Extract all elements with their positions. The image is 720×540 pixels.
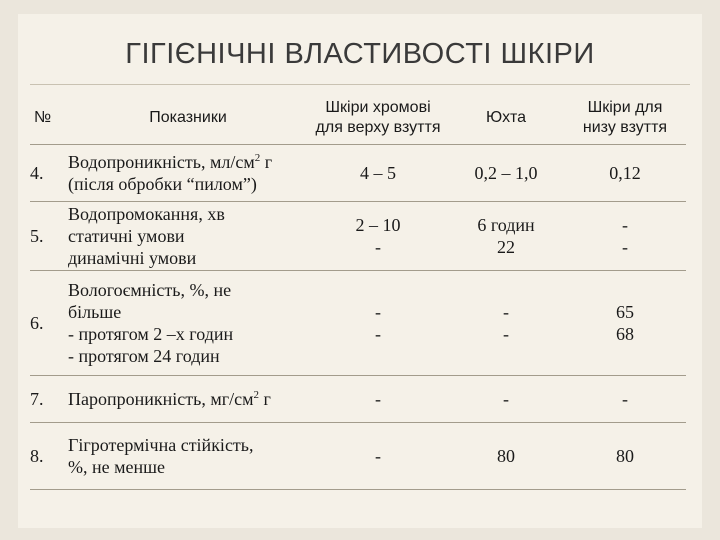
indicator-cell: Водопроникність, $мл/см^2$ г (після обробки “пилом”) <box>68 145 308 202</box>
table-row <box>30 376 686 423</box>
chrome-value: - <box>308 376 448 423</box>
row-number: 4. <box>30 145 68 202</box>
sole-value: - <box>564 376 686 423</box>
row-number: 8. <box>30 423 68 490</box>
table-row <box>30 202 686 271</box>
indicator-cell: Вологоємність, %, не більше - протягом 2 –х годин - протягом 24 годин <box>68 271 308 376</box>
slide-frame-right <box>702 0 720 540</box>
slide-frame-left <box>0 0 18 540</box>
yukhta-value: 0,2 – 1,0 <box>448 145 564 202</box>
row-number: 5. <box>30 202 68 271</box>
row-number: 6. <box>30 271 68 376</box>
header-indicators: Показники <box>68 92 308 145</box>
slide-frame-top <box>0 0 720 14</box>
indicator-cell: Гігротермічна стійкість, %, не менше <box>68 423 308 490</box>
yukhta-value: - <box>448 376 564 423</box>
properties-table <box>30 92 686 490</box>
header-row <box>30 92 686 145</box>
chrome-value: - - <box>308 271 448 376</box>
yukhta-value: - - <box>448 271 564 376</box>
yukhta-value: 80 <box>448 423 564 490</box>
indicator-cell: Паропроникність, $мг/см^2$ г <box>68 376 308 423</box>
yukhta-value: 6 годин 22 <box>448 202 564 271</box>
sole-value: 0,12 <box>564 145 686 202</box>
header-number: № <box>30 92 68 145</box>
chrome-value: 2 – 10 - <box>308 202 448 271</box>
slide-frame-bottom <box>0 528 720 540</box>
chrome-value: - <box>308 423 448 490</box>
table-row <box>30 271 686 376</box>
header-sole-leather: Шкіри для низу взуття <box>564 92 686 145</box>
sole-value: 80 <box>564 423 686 490</box>
sole-value: - - <box>564 202 686 271</box>
sole-value: 65 68 <box>564 271 686 376</box>
table-row <box>30 145 686 202</box>
slide-title: ГІГІЄНІЧНІ ВЛАСТИВОСТІ ШКІРИ <box>125 38 595 70</box>
indicator-cell: Водопромокання, хв статичні умови динамічні умови <box>68 202 308 271</box>
row-number: 7. <box>30 376 68 423</box>
chrome-value: 4 – 5 <box>308 145 448 202</box>
header-chrome-leather: Шкіри хромові для верху взуття <box>308 92 448 145</box>
title-divider <box>30 84 690 85</box>
header-yukhta: Юхта <box>448 92 564 145</box>
table-row <box>30 423 686 490</box>
